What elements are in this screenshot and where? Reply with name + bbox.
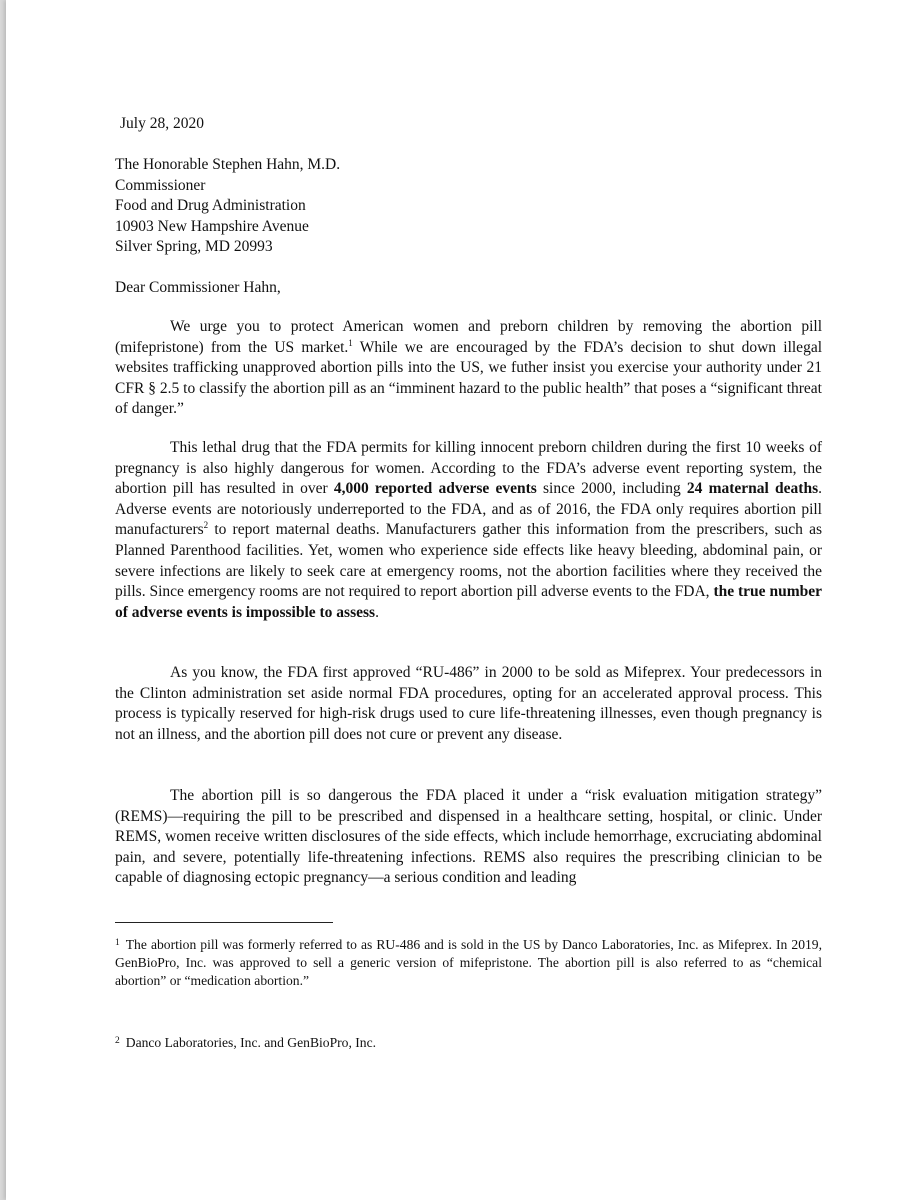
p2-bold-true-number: the true number of adverse events is impossible to assess [115,583,822,621]
recipient-city: Silver Spring, MD 20993 [115,238,273,256]
footnote-2-text: Danco Laboratories, Inc. and GenBioPro, Inc. [125,1035,377,1050]
p2-bold-adverse-events: 4,000 reported adverse events [333,480,537,498]
footnote-2 [115,1034,822,1052]
recipient-address [115,155,340,258]
p2-text-e: . [375,603,379,621]
body-paragraph-4: The abortion pill is so dangerous the FDA placed it under a “risk evaluation mitigation strategy” (REMS)—requiring the pill to be prescribed and dispensed in a healthcare setting, hospital, or clinic. Under REMS, women receive written disclosures of the side effects, which include hemorrhage, excruciating abdominal pain, and severe, potentially life-threatening infections. REMS also requires the prescribing clinician to be capable of diagnosing ectopic pregnancy—a serious condition and leading [115,787,822,887]
footnote-ref-1: 1 [348,337,353,348]
body-paragraph-3: As you know, the FDA first approved “RU-486” in 2000 to be sold as Mifeprex. Your predecessors in the Clinton administration set aside normal FDA procedures, opting for an accelerated approval process. This process is typically reserved for high-risk drugs used to cure life-threatening illnesses, even though pregnancy is not an illness, and the abortion pill does not cure or prevent any disease. [115,664,822,743]
footnote-1 [115,936,822,990]
p2-text-b: since 2000, including [536,480,687,498]
footnote-2-mark: 2 [115,1036,120,1046]
letter-date: July 28, 2020 [120,115,204,132]
recipient-street: 10903 New Hampshire Avenue [115,217,309,235]
letter-page [6,0,919,1200]
p2-text-a: This lethal drug that the FDA permits for killing innocent preborn children during the first 10 weeks of pregnancy is also highly dangerous for women. According to the FDA’s adverse event reporting system, the abortion pill has resulted in over [115,439,822,498]
p1-text-a: We urge you to protect American women and preborn children by removing the abortion pill (mifepristone) from the US market. [115,318,822,356]
recipient-title: Commissioner [115,176,206,194]
salutation: Dear Commissioner Hahn, [115,279,281,296]
recipient-organization: Food and Drug Administration [115,197,306,215]
footnote-1-text: The abortion pill was formerly referred to as RU-486 and is sold in the US by Danco Laboratories, Inc. as Mifeprex. In 2019, GenBioPro, Inc. was approved to sell a generic version of mifepristone. The abortion pill is also referred to as “chemical abortion” or “medication abortion.” [115,937,822,988]
body-paragraph-1 [115,317,822,420]
p1-text-b: While we are encouraged by the FDA’s decision to shut down illegal websites trafficking unapproved abortion pills into the US, we futher insist you exercise your authority under 21 CFR § 2.5 to classify the abortion pill as an “imminent hazard to the public health” that poses a “significant threat of danger.” [115,338,822,418]
p2-text-c: . Adverse events are notoriously underreported to the FDA, and as of 2016, the FDA only requires abortion pill manufacturers [115,480,823,539]
footnote-divider [115,922,333,923]
p2-text-d: to report maternal deaths. Manufacturers gather this information from the prescribers, such as Planned Parenthood facilities. Yet, women who experience side effects like heavy bleeding, abdominal pain, or severe infections are likely to seek care at emergency rooms, not the abortion facilities where they received the pills. Since emergency rooms are not required to report abortion pill adverse events to the FDA, [115,521,822,601]
recipient-name: The Honorable Stephen Hahn, M.D. [115,156,341,173]
footnote-ref-2: 2 [203,520,209,531]
p2-bold-maternal-deaths: 24 maternal deaths [686,480,819,498]
body-paragraph-2 [115,438,822,623]
footnote-1-mark: 1 [115,938,120,948]
